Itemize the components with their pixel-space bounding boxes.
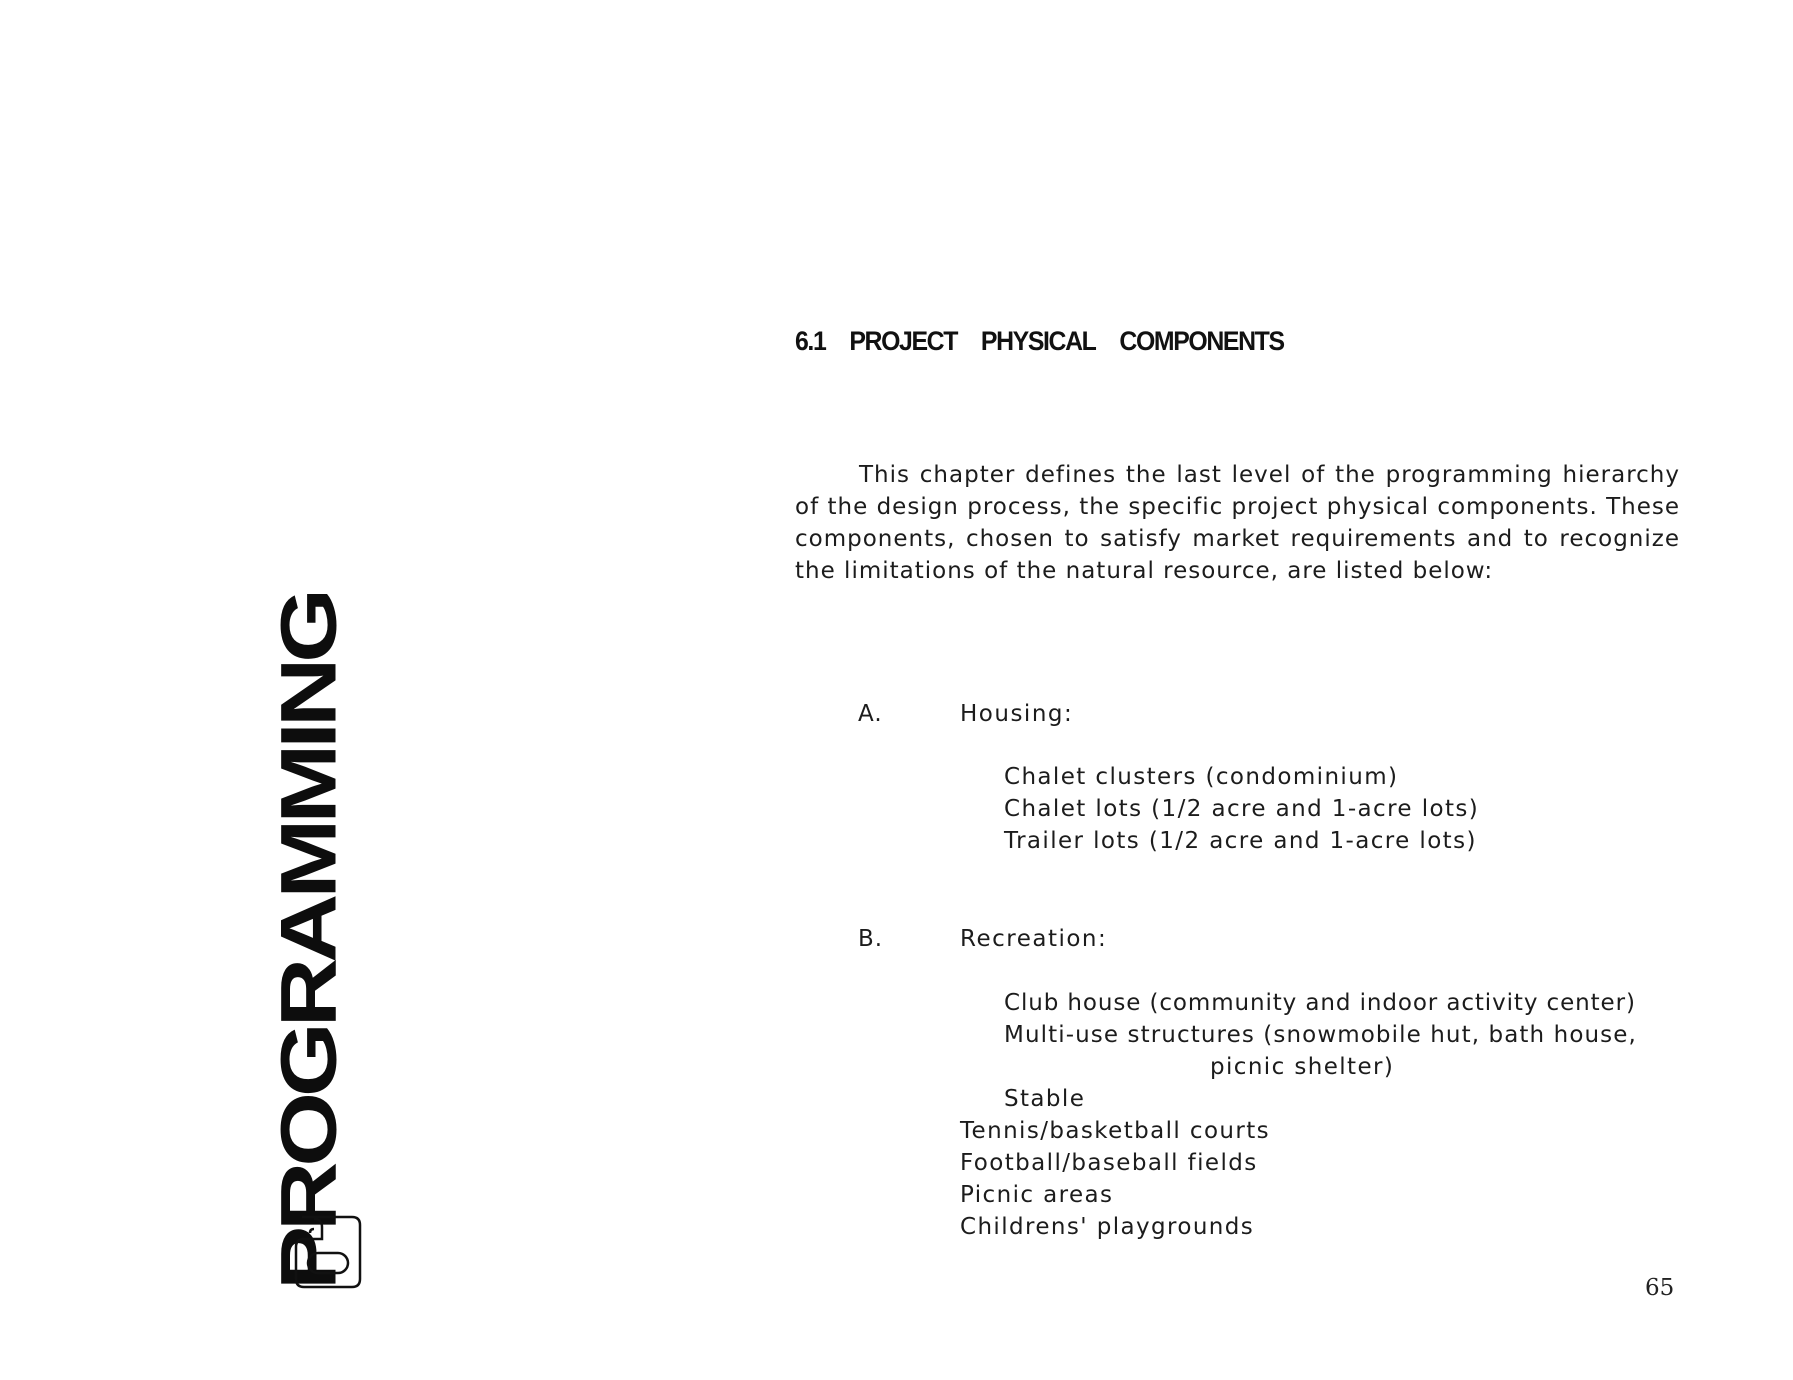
section-heading — [795, 326, 1308, 357]
chapter-number-6-icon — [292, 1213, 364, 1291]
recreation-item: Club house (community and indoor activity center) — [1004, 990, 1636, 1016]
recreation-item: Tennis/basketball courts — [960, 1118, 1271, 1144]
housing-item: Trailer lots (1/2 acre and 1-acre lots) — [1004, 828, 1477, 854]
section-word-physical: PHYSICAL — [980, 326, 1096, 356]
section-number: 6.1 — [795, 326, 826, 356]
housing-heading: Housing: — [960, 701, 1074, 727]
recreation-letter: B. — [858, 926, 884, 952]
recreation-item: Football/baseball fields — [960, 1150, 1258, 1176]
recreation-item: Multi-use structures (snowmobile hut, bath house, — [1004, 1022, 1637, 1048]
recreation-item: Picnic areas — [960, 1182, 1114, 1208]
recreation-heading: Recreation: — [960, 926, 1108, 952]
section-word-components: COMPONENTS — [1119, 326, 1284, 356]
housing-letter: A. — [858, 701, 883, 727]
recreation-item: picnic shelter) — [1210, 1054, 1395, 1080]
housing-item: Chalet lots (1/2 acre and 1-acre lots) — [1004, 796, 1480, 822]
page-number: 65 — [1645, 1275, 1675, 1301]
intro-paragraph: This chapter defines the last level of the programming hierarchy of the design process, the specific project physical components. These components, chosen to satisfy market requirements and to recognize the limitations of the natural resource, are listed below: — [795, 462, 1680, 584]
chapter-title — [265, 593, 366, 1290]
housing-item: Chalet clusters (condominium) — [1004, 764, 1399, 790]
section-word-project: PROJECT — [849, 326, 957, 356]
recreation-item: Childrens' playgrounds — [960, 1214, 1255, 1240]
recreation-item: Stable — [1004, 1086, 1086, 1112]
chapter-title-text: PROGRAMMING — [265, 593, 353, 1290]
